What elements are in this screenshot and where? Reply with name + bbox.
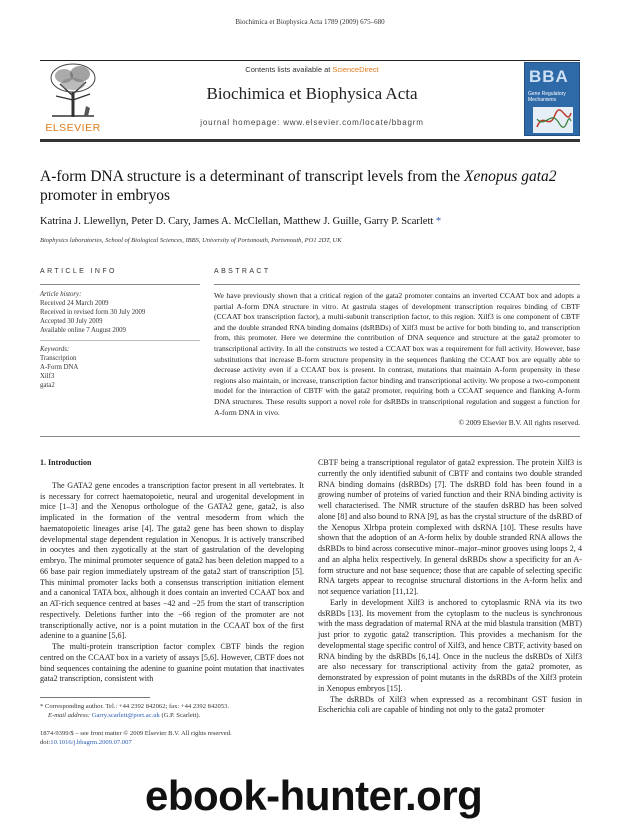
corresponding-author-link[interactable]: * xyxy=(435,216,442,227)
publisher-logo[interactable] xyxy=(40,62,106,136)
keywords-label: Keywords: xyxy=(40,346,70,353)
homepage-prefix: journal homepage: xyxy=(200,118,284,127)
keyword-item: Xilf3 xyxy=(40,373,55,380)
article-history xyxy=(40,290,200,335)
abstract-text: We have previously shown that a critical region of the gata2 promoter contains an inverted CCAAT box and adopts a partial A-form DNA structure in vitro. At gastrula stages of development transcription requires binding of CBTF (CCAAT box transcription factor), a multi-subunit transcription factor, to this region. Xilf3 is one component of CBTF and the double stranded RNA binding domains (dsRBDs) of Xilf3 must be active for both binding to, and transcription from, this promoter. Here we determine the contribution of DNA sequence and structure at the gata2 promoter to transcriptional activity. In all the constructs we tested a CCAAT box was a requirement for full activity. However, base substitutions that increase B-form structure propensity in the sequences flanking the CCAAT box are equally able to decrease activity even if a CCAAT box is present. In contrast, mutations that maintain A-form propensity in these regions also maintain, or increase, transcription factor binding and transcriptional activity. We propose a two-component model for the interaction of CBTF with the gata2 promoter, requiring both a CCAAT sequence and flanking A-form DNA structures. These results support a novel role for dsRBDs in transcriptional regulation and suggest a function for A-form DNA in vivo. xyxy=(214,291,580,417)
keyword-item: gata2 xyxy=(40,382,55,389)
body-paragraph: The GATA2 gene encodes a transcription factor present in all vertebrates. It is necessary for correct haematopoietic, neural and urogenital development in mice [1–3] and the Xenopus orthologue of the GATA2 gene, gata2, is also implicated in the formation of the ventral mesoderm from which the haematopoietic lineages arise [4]. The gata2 gene has been shown to display developmental stage dependent regulation in Xenopus. It is actively transcribed in oocytes and then zygotically at the start of gastrulation of the developing embryo. The minimal promoter sequence of gata2 has been deletion mapped to a 66 base pair region immediately upstream of the gata2 start of transcription [5]. This minimal promoter lacks both a consensus transcription initiation element and a canonical TATA box, although it does contain an inverted CCAAT box and an AT-rich sequence centred at bases −42 and −25 from the start of transcription respectively. Deletions further into the −66 region of the promoter are not transcriptionally active, nor is a point mutation in the CCAAT box of the first adenine to a guanine [5,6]. xyxy=(40,480,304,641)
masthead-bottom-rule xyxy=(40,139,580,142)
body-paragraph: CBTF being a transcriptional regulator of gata2 expression. The protein Xilf3 is currently the only identified subunit of CBTF and contains two double stranded RNA binding domains (dsRBDs) [7]. The dsRBD fold has been found in a growing number of proteins of varied function and their RNA binding activity is well characterised. The NMR structure of the staufen dsRBD has been solved alone [8] and also bound to RNA [9], as has the crystal structure of the dsRBD of the Xenopus Xlrbpa protein complexed with dsRNA [10]. These results have shown that the adoption of an A-form helix by double stranded RNA allows the dsRBDs to bind across consecutive minor–major–minor grooves using loops 2, 4 and an alpha helix respectively. In general dsRBDs show a specificity for an A-form structure and not base sequence; those that are capable of selecting specific RNA targets appear to recognise structural distortions in the A-form helix and not sequence variation [11,12]. xyxy=(318,458,582,596)
masthead-top-rule xyxy=(40,60,580,61)
issn-line: 1874-9399/$ – see front matter © 2009 Elsevier B.V. All rights reserved. xyxy=(40,730,232,737)
doi-line xyxy=(40,739,310,748)
masthead xyxy=(40,62,580,136)
author-list: Katrina J. Llewellyn, Peter D. Cary, James A. McClellan, Matthew J. Guille, Garry P. Scarlett xyxy=(40,216,434,227)
article-title xyxy=(40,167,580,205)
running-head: Biochimica et Biophysica Acta 1789 (2009) 675–680 xyxy=(235,18,385,26)
sciencedirect-link[interactable]: ScienceDirect xyxy=(332,65,379,74)
history-rule xyxy=(40,340,200,341)
body-paragraph: The multi-protein transcription factor complex CBTF binds the region centred on the CCAAT box in a variety of assays [5,6]. However, CBTF does not bind sequences containing the adenine to guanine point mutation that inactivates gata2 transcription, consistent with xyxy=(40,642,304,684)
corresponding-footnote xyxy=(40,703,310,720)
abstract-heading: ABSTRACT xyxy=(214,268,271,275)
body-column-left xyxy=(40,458,304,685)
body-paragraph: Early in development Xilf3 is anchored to cytoplasmic RNA via its two dsRBDs [13]. Its movement from the cytoplasm to the nucleus is synchronous with the mass degradation of maternal RNA at the mid blastula transition (MBT) just prior to zygotic gata2 transcription. This provides a mechanism for the developmental stage specific control of Xilf3, and hence CBTF, activity based on RNA binding by the dsRBDs [6,14]. Once in the nucleus the dsRBDs of Xilf3 are also necessary for transcriptional activity from the gata2 promoter, as demonstrated by expression of point mutants in the dsRBDs of the Xilf3 protein in Xenopus embryos [15]. xyxy=(318,597,582,693)
email-link[interactable]: Garry.scarlett@port.ac.uk xyxy=(91,711,160,719)
introduction-heading: 1. Introduction xyxy=(40,458,92,467)
footnote-marker: * xyxy=(40,703,44,710)
abstract-end-rule xyxy=(40,436,580,437)
article-info-rule xyxy=(40,284,200,285)
history-item: Received 24 March 2009 xyxy=(40,300,109,307)
corresponding-line xyxy=(40,703,310,712)
journal-cover[interactable] xyxy=(524,62,580,136)
masthead-center xyxy=(112,62,512,136)
contents-line xyxy=(112,65,512,74)
history-item: Received in revised form 30 July 2009 xyxy=(40,309,146,316)
abstract-rule xyxy=(214,284,580,285)
abstract-copyright: © 2009 Elsevier B.V. All rights reserved. xyxy=(458,418,580,427)
authors xyxy=(40,216,580,227)
body-paragraph: The dsRBDs of Xilf3 when expressed as a recombinant GST fusion in Escherichia coli are capable of binding not only to the gata2 promoter xyxy=(318,694,582,715)
homepage-line xyxy=(112,118,512,127)
title-part-2: promoter in embryos xyxy=(40,187,171,204)
journal-title[interactable]: Biochimica et Biophysica Acta xyxy=(206,84,418,103)
doi-link[interactable]: 10.1016/j.bbagrm.2009.07.007 xyxy=(50,738,132,746)
publisher-name: ELSEVIER xyxy=(45,122,101,134)
history-item: Available online 7 August 2009 xyxy=(40,327,126,334)
body-column-right xyxy=(318,458,582,716)
title-italic: Xenopus gata2 xyxy=(463,168,557,185)
footnote-contact: Corresponding author. Tel.: +44 2392 842062; fax: +44 2392 842053. xyxy=(44,703,230,710)
elsevier-tree-icon xyxy=(46,62,100,118)
email-suffix: (G.P. Scarlett). xyxy=(159,711,201,719)
homepage-link[interactable]: www.elsevier.com/locate/bbagrm xyxy=(283,118,424,127)
article-info-heading: ARTICLE INFO xyxy=(40,268,117,275)
keyword-item: Transcription xyxy=(40,355,77,362)
cover-letters: BBA xyxy=(529,67,569,86)
history-label: Article history: xyxy=(40,291,82,298)
title-part-1: A-form DNA structure is a determinant of transcript levels from the xyxy=(40,168,464,185)
watermark: ebook-hunter.org xyxy=(145,772,483,819)
email-line xyxy=(40,712,310,721)
keyword-item: A-Form DNA xyxy=(40,364,79,371)
email-label: E-mail address: xyxy=(48,711,92,719)
issn-block xyxy=(40,730,310,747)
affiliation: Biophysics laboratories, School of Biological Sciences, IBBS, University of Portsmouth, Portsmouth, PO1 2DT, UK xyxy=(40,237,342,244)
cover-subtitle: Gene Regulatory Mechanisms xyxy=(528,91,566,103)
history-item: Accepted 30 July 2009 xyxy=(40,318,103,325)
keywords xyxy=(40,345,200,390)
doi-prefix: doi: xyxy=(40,738,51,746)
contents-prefix: Contents lists available at xyxy=(245,65,333,74)
footnote-rule xyxy=(40,697,150,698)
cover-art-icon xyxy=(533,107,573,133)
